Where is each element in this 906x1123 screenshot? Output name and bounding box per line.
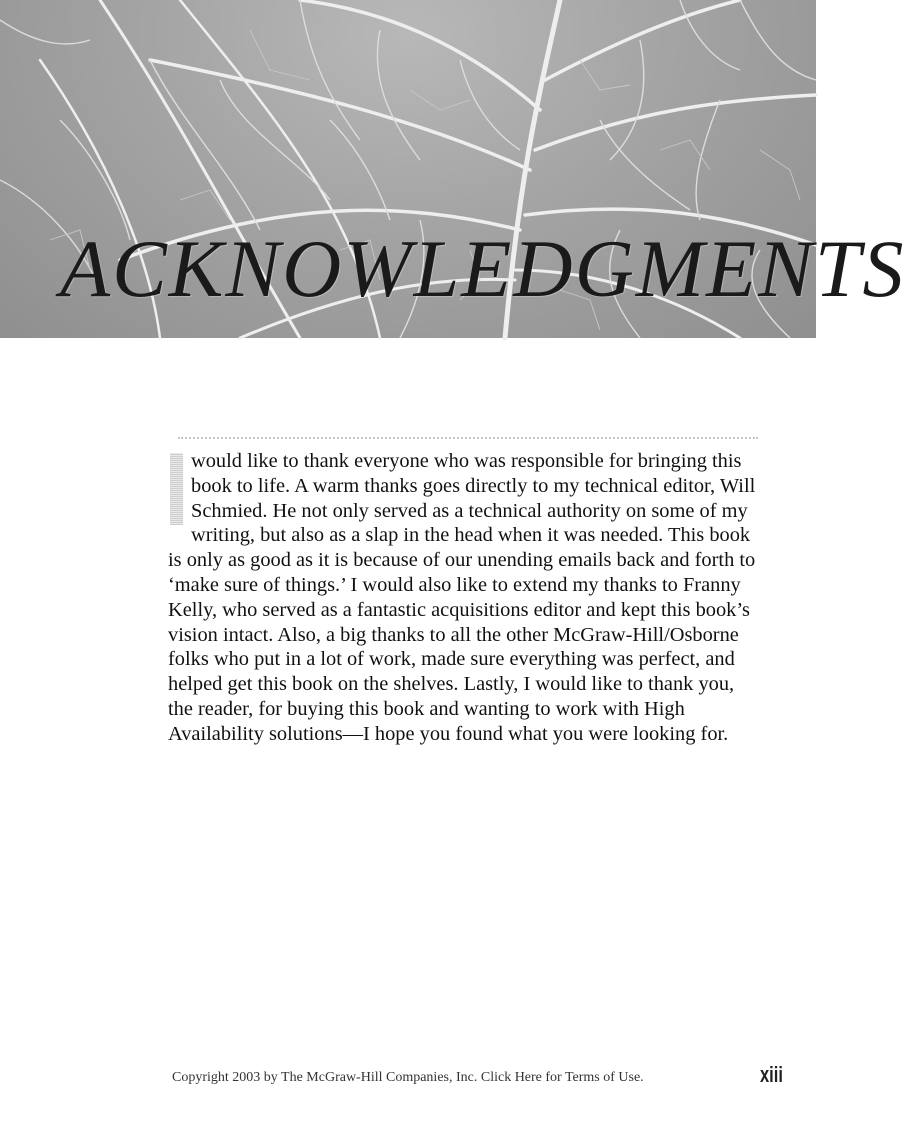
acknowledgments-body <box>168 449 762 747</box>
leaf-banner-image <box>0 0 906 338</box>
chapter-title: ACKNOWLEDGMENTS <box>60 223 906 314</box>
section-rule <box>178 437 758 439</box>
page-number: xiii <box>760 1062 783 1087</box>
drop-cap-initial <box>170 453 183 525</box>
copyright-footer[interactable]: Copyright 2003 by The McGraw-Hill Companies, Inc. Click Here for Terms of Use. <box>172 1070 644 1085</box>
body-paragraph: would like to thank everyone who was responsible for bringing this book to life. A warm thanks goes directly to my technical editor, Will Schmied. He not only served as a technical authority on some of my writing, but also as a slap in the head when it was needed. This book is only as good as it is because of our unending emails back and forth to ‘make sure of things.’ I would also like to extend my thanks to Franny Kelly, who served as a fantastic acquisitions editor and kept this book’s vision intact. Also, a big thanks to all the other McGraw-Hill/Osborne folks who put in a lot of work, made sure everything was perfect, and helped get this book on the shelves. Lastly, I would like to thank you, the reader, for buying this book and wanting to work with High Availability solutions—I hope you found what you were looking for. <box>168 450 756 745</box>
